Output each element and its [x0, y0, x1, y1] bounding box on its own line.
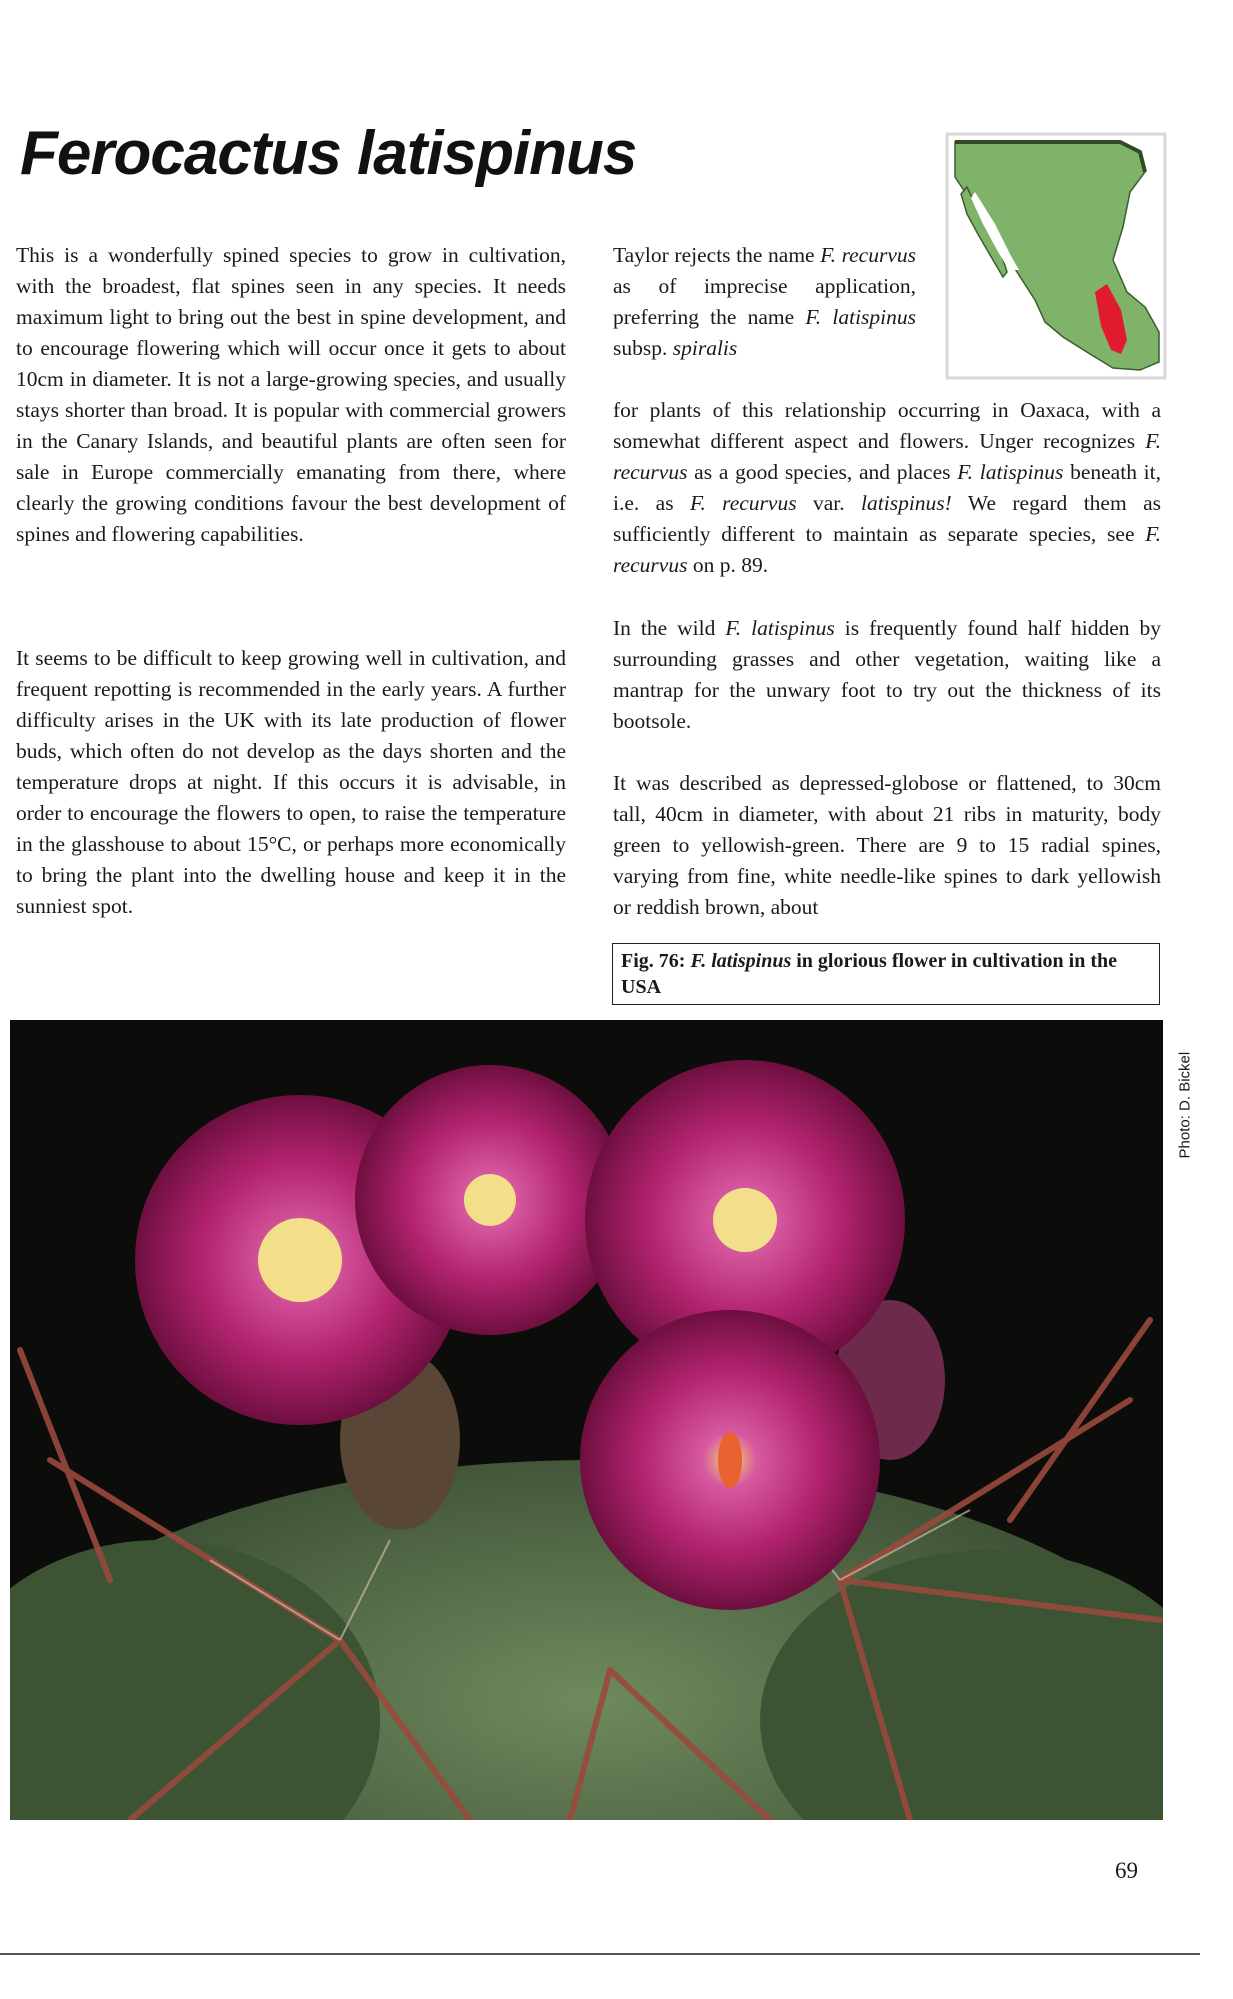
- footer-rule: [0, 1953, 1200, 1955]
- cactus-flower-photo: [10, 1020, 1163, 1820]
- distribution-map: [945, 132, 1167, 380]
- left-paragraph-1: This is a wonderfully spined species to grow in cultivation, with the broadest, flat spines seen in any species. It needs maximum light to bring out the best in spine development, and to encourage flowering which will occur once it gets to about 10cm in diameter. It is not a large-growing species, and usually stays shorter than broad. It is popular with commercial growers in the Canary Islands, and beautiful plants are often seen for sale in Europe commercially emanating from there, where clearly the growing conditions favour the best development of spines and flowering capabilities.: [16, 243, 566, 546]
- page-number: 69: [1115, 1858, 1138, 1883]
- right-paragraph-1-rest: for plants of this relationship occurring in Oaxaca, with a somewhat different aspect and flowers. Unger recognizes F. recurvus as a good species, and places F. latispinus beneath it, i.e. as F. recurvus var. latispinus! We regard them as sufficiently different to maintain as separate species, see F. recurvus on p. 89.: [613, 398, 1162, 577]
- right-paragraph-3: It was described as depressed-globose or flattened, to 30cm tall, 40cm in diameter, with about 21 ribs in maturity, body green to yellowish-green. There are 9 to 15 radial spines, varying from fine, white needle-like spines to dark yellowish or reddish brown, about: [613, 771, 1161, 919]
- right-paragraph-2: In the wild F. latispinus is frequently found half hidden by surrounding grasses and other vegetation, waiting like a mantrap for the unwary foot to try out the thickness of its bootsole.: [613, 616, 1162, 733]
- left-paragraph-2: It seems to be difficult to keep growing well in cultivation, and frequent repotting is recommended in the early years. A further difficulty arises in the UK with its late production of flower buds, which often do not develop as the days shorten and the temperature drops at night. If this occurs it is advisable, in order to encourage the flowers to open, to raise the temperature in the glasshouse to about 15°C, or perhaps more economically to bring the plant into the dwelling house and keep it in the sunniest spot.: [16, 646, 566, 918]
- figure-caption: Fig. 76: F. latispinus in glorious flower in cultivation in the USA: [612, 943, 1160, 1005]
- photo-credit: Photo: D. Bickel: [1176, 1051, 1194, 1159]
- page-title: Ferocactus latispinus: [20, 119, 637, 188]
- right-paragraph-1-top: Taylor rejects the name F. recurvus as of imprecise application, preferring the name F. latispinus subsp. spiralis: [613, 243, 917, 360]
